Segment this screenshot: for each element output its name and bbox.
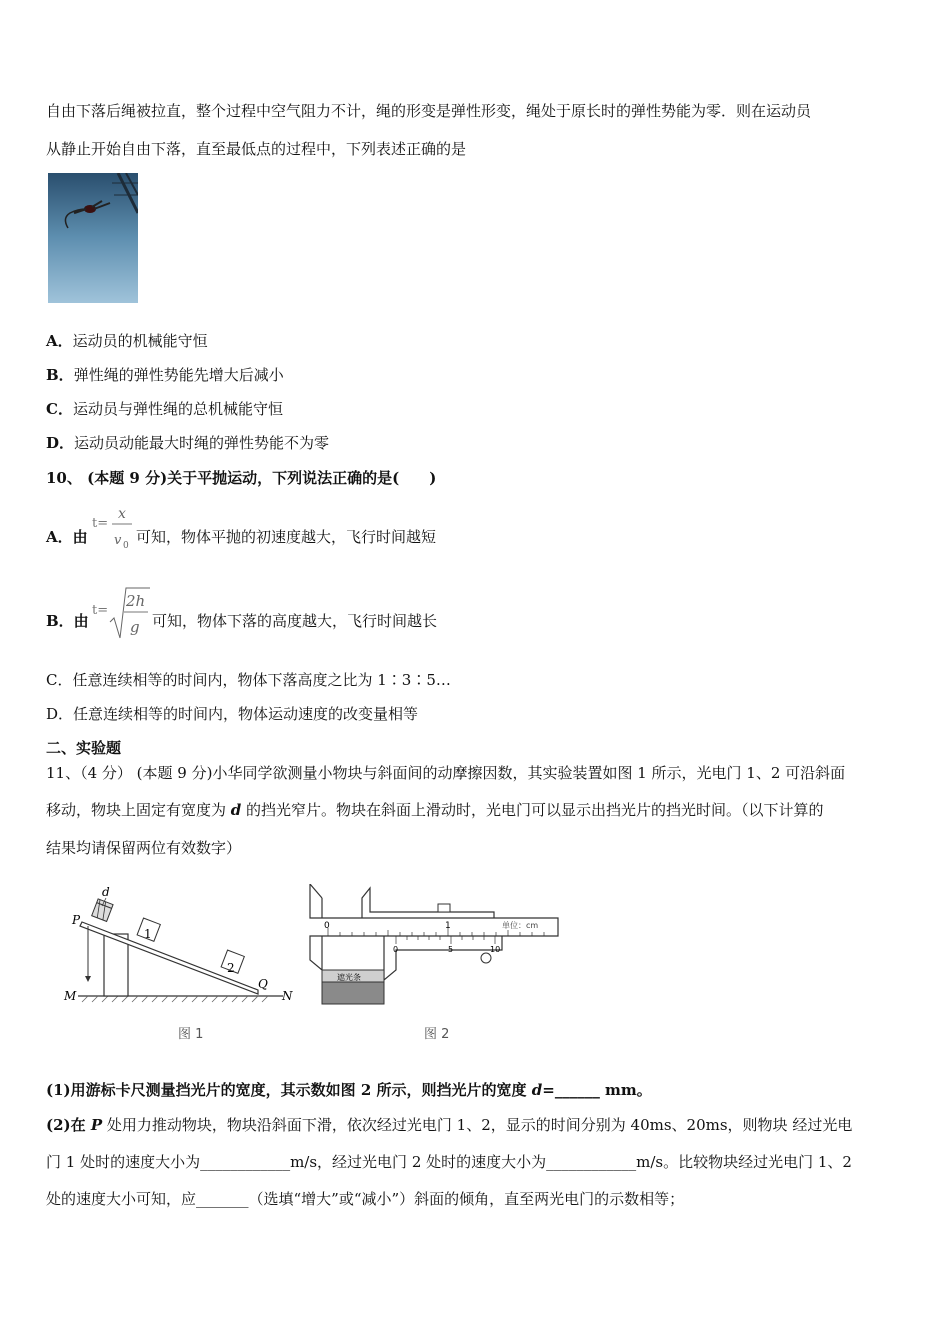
q9-option-a-letter: A．	[46, 332, 73, 350]
q11-sub1	[46, 1079, 652, 1101]
q10-option-b	[46, 610, 89, 632]
fig2-main-tick-1: 1	[445, 921, 451, 931]
q10-option-d: D．任意连续相等的时间内，物体运动速度的改变量相等	[46, 705, 419, 723]
q11-sub2-line2: 门 1 处时的速度大小为____________m/s，经过光电门 2 处时的速度大小为____________m/s。比较物块经过光电门 1、2	[46, 1153, 852, 1171]
q10-option-b-prefix: B．由	[46, 612, 89, 630]
q11-sub2-part2: 处用力推动物块，物块沿斜面下滑，依次经过光电门 1、2，显示的时间分别为 40ms、20ms，则物块 经过光电	[102, 1116, 853, 1134]
formula-a-den-sub: 0	[123, 541, 129, 551]
fig1-gate-1-label: 1	[144, 927, 152, 941]
q10-option-a-prefix: A．由	[46, 528, 88, 546]
q11-sub1-part2: =______ mm。	[542, 1081, 652, 1099]
q10-stem: 10、 (本题 9 分)关于平抛运动，下列说法正确的是( )	[46, 469, 437, 487]
q9-option-c	[46, 398, 283, 420]
figure-2-vernier-caliper	[296, 884, 566, 1014]
fig1-label-d: d	[102, 885, 110, 899]
bungee-jump-photo	[48, 173, 138, 303]
q9-option-d-letter: D．	[46, 434, 75, 452]
fig2-unit-label: 单位：cm	[502, 921, 539, 930]
formula-b-lhs: t=	[92, 603, 109, 618]
q11-stem-line1: 11、（4 分） (本题 9 分)小华同学欲测量小物块与斜面间的动摩擦因数，其实验装置如图 1 所示，光电门 1、2 可沿斜面	[46, 764, 846, 782]
q11-line2-d: d	[230, 801, 242, 819]
q10-option-a	[46, 526, 88, 548]
figure-1-incline	[58, 878, 298, 1018]
q11-sub2-part1: (2)在	[46, 1116, 91, 1134]
q9-stem-line1: 自由下落后绳被拉直，整个过程中空气阻力不计，绳的形变是弹性形变，绳处于原长时的弹性势能为零．则在运动员	[46, 102, 812, 120]
q9-option-b	[46, 364, 284, 386]
formula-t-equals-x-over-v0	[90, 502, 136, 554]
fig2-vernier-tick-5: 5	[448, 945, 454, 954]
q11-sub1-d: d	[531, 1081, 543, 1099]
q11-line2-part2: 的挡光窄片。物块在斜面上滑动时，光电门可以显示出挡光片的挡光时间。（以下计算的	[241, 801, 824, 819]
q9-option-c-text: 运动员与弹性绳的总机械能守恒	[72, 400, 283, 418]
fig1-label-q: Q	[258, 977, 268, 991]
q11-stem-line3: 结果均请保留两位有效数字）	[46, 839, 242, 857]
q9-option-b-letter: B．	[46, 366, 74, 384]
q10-option-a-text: 可知，物体平抛的初速度越大，飞行时间越短	[136, 528, 437, 546]
q11-sub1-part1: (1)用游标卡尺测量挡光片的宽度，其示数如图 2 所示，则挡光片的宽度	[46, 1081, 532, 1099]
formula-a-num: x	[118, 506, 126, 522]
section-title-experiment: 二、实验题	[46, 739, 122, 757]
fig1-label-n: N	[282, 989, 293, 1003]
q11-sub2-line1	[46, 1114, 852, 1136]
fig1-label-p: P	[72, 913, 81, 927]
q11-line2-part1: 移动，物块上固定有宽度为	[46, 801, 231, 819]
fig2-vernier-tick-0: 0	[393, 945, 399, 954]
q10-option-b-text: 可知，物体下落的高度越大，飞行时间越长	[152, 612, 438, 630]
formula-a-lhs: t=	[92, 516, 109, 531]
formula-b-den: g	[130, 618, 140, 636]
q9-stem-line2: 从静止开始自由下落，直至最低点的过程中，下列表述正确的是	[46, 140, 467, 158]
q11-stem-line2	[46, 799, 824, 821]
q9-option-b-text: 弹性绳的弹性势能先增大后减小	[73, 366, 284, 384]
q9-option-a-text: 运动员的机械能守恒	[72, 332, 208, 350]
fig1-label-m: M	[64, 989, 77, 1003]
q11-sub2-p: P	[90, 1116, 103, 1134]
formula-t-equals-sqrt-2h-over-g	[90, 584, 152, 642]
fig2-main-tick-0: 0	[324, 921, 330, 931]
q9-option-d	[46, 432, 329, 454]
q9-option-d-text: 运动员动能最大时绳的弹性势能不为零	[74, 434, 330, 452]
figure-1-caption: 图 1	[178, 1027, 204, 1042]
formula-a-den: v	[114, 533, 122, 548]
q9-option-a	[46, 330, 208, 352]
fig2-vernier-tick-10: 10	[490, 945, 501, 954]
q11-sub2-line3: 处的速度大小可知，应_______（选填“增大”或“减小”）斜面的倾角，直至两光电门的示数相等；	[46, 1190, 685, 1208]
q10-option-c: C．任意连续相等的时间内，物体下落高度之比为 1∶3∶5…	[46, 671, 451, 689]
figure-2-caption: 图 2	[424, 1027, 450, 1042]
fig1-gate-2-label: 2	[227, 961, 235, 975]
q9-option-c-letter: C．	[46, 400, 73, 418]
fig2-slip-label: 遮光条	[337, 973, 361, 982]
formula-b-num: 2h	[126, 592, 146, 610]
